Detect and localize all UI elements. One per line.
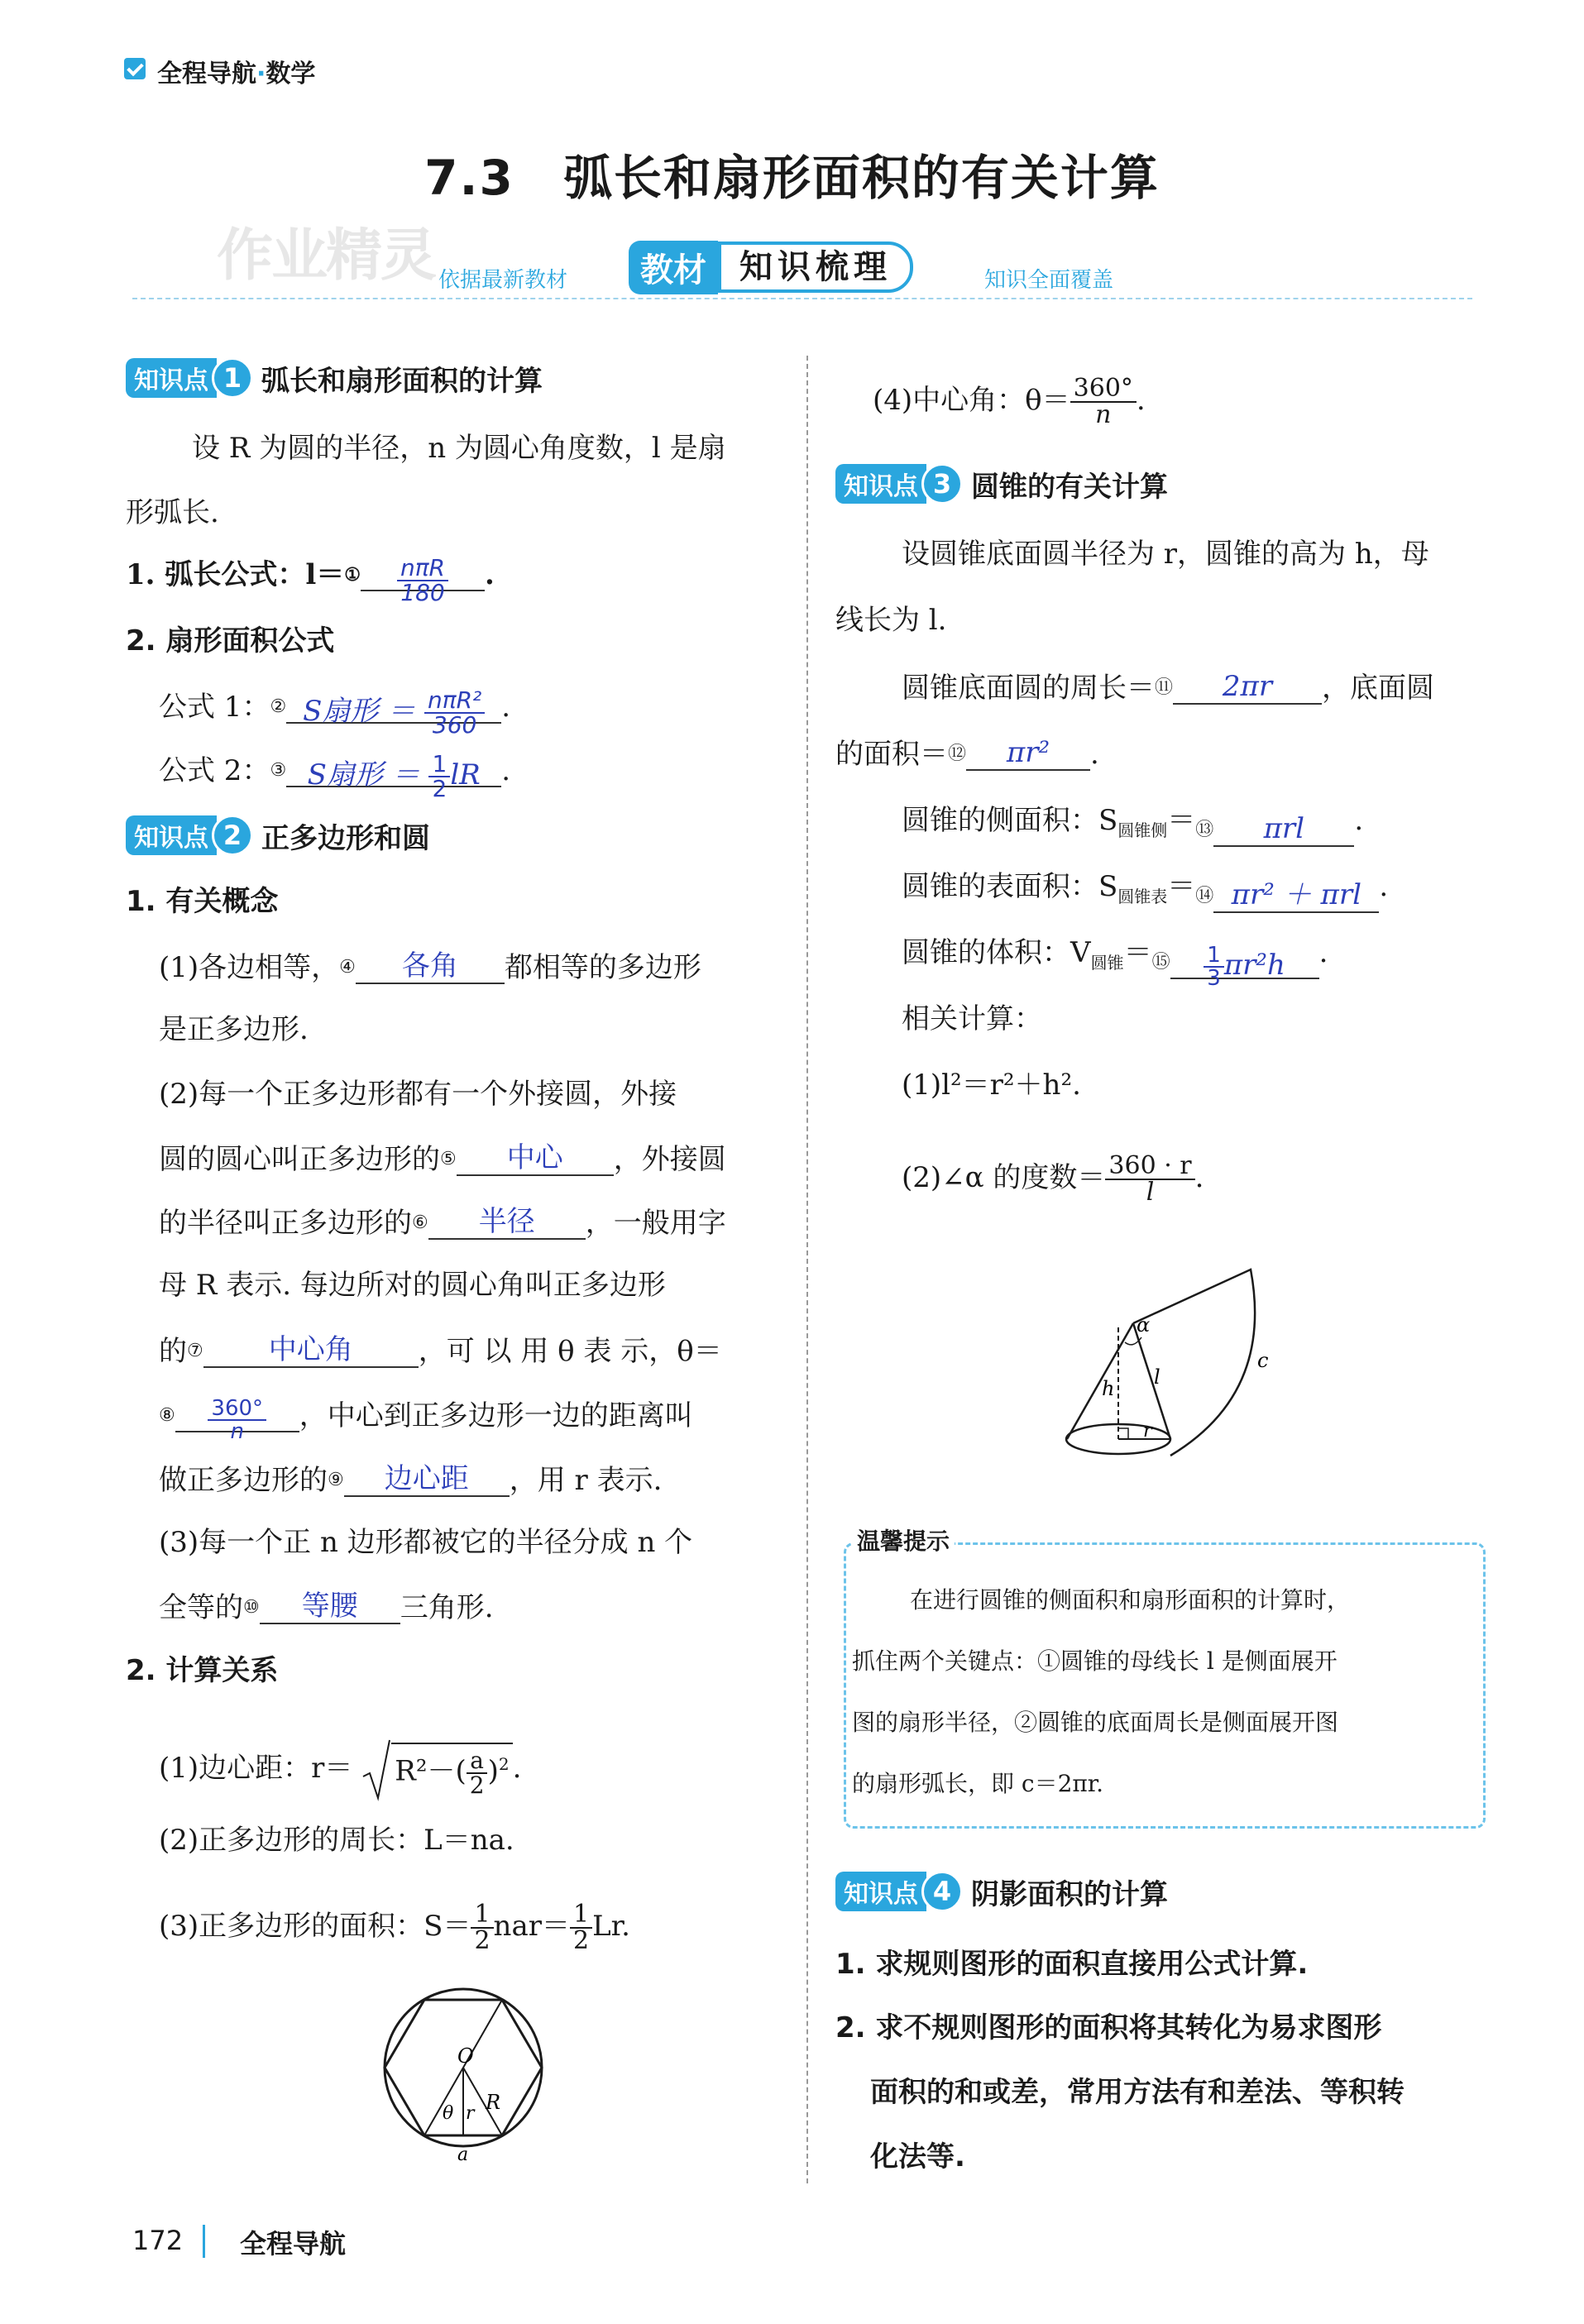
- shadow-3: 面积的和或差，常用方法有和差法、等积转: [870, 2076, 1405, 2109]
- section-badge: 教材 知识梳理: [629, 241, 913, 293]
- concept-3-line-2: 全等的⑩ 等腰 三角形.: [159, 1590, 494, 1624]
- sqrt-icon: [361, 1737, 391, 1803]
- central-angle-formula: (4)中心角：θ＝ $\frac{360^\circ}{n}$ .: [873, 374, 1146, 429]
- shadow-2: 2. 求不规则图形的面积将其转化为易求图形: [835, 2011, 1382, 2044]
- cone-surface-area: 圆锥的表面积：$S_{圆锥表}=⑭$ πr² ＋ πrl .: [902, 870, 1389, 911]
- concept-1-line-2: 是正多边形.: [159, 1013, 309, 1046]
- label-h: h: [1102, 1377, 1115, 1400]
- concepts-heading: 1. 有关概念: [126, 885, 279, 918]
- kp1-intro-2: 形弧长.: [126, 496, 219, 529]
- sector-area-heading: 2. 扇形面积公式: [126, 624, 335, 658]
- label-theta: θ: [443, 2103, 454, 2124]
- arc-length-formula: 1. 弧长公式：l＝① $\frac{\text{nπR}}{180}$ .: [126, 554, 495, 606]
- watermark: 作业精灵: [217, 223, 436, 289]
- label-l: l: [1154, 1365, 1160, 1389]
- concept-2-line-5: 的⑦ 中心角 ，可 以 用 θ 表 示，θ＝: [159, 1333, 722, 1368]
- label-a: a: [457, 2145, 469, 2165]
- relation-area: (3)正多边形的面积：S＝ $\frac{1}{2}$ nar＝ $\frac{1}{2}$ Lr.: [159, 1900, 630, 1955]
- cone-circumference: 圆锥底面圆的周长＝⑪ 2πr ，底面圆: [902, 670, 1435, 705]
- shadow-4: 化法等.: [870, 2140, 965, 2173]
- label-r: r: [1143, 1421, 1152, 1442]
- concept-1-line-1: (1)各边相等，④ 各角 都相等的多边形: [159, 949, 701, 984]
- concept-2-line-3: 的半径叫正多边形的⑥ 半径 ，一般用字: [159, 1205, 726, 1240]
- page-number: 172: [132, 2225, 184, 2256]
- page-title: 7.3 弧长和扇形面积的有关计算: [424, 150, 1160, 206]
- tip-label: 温馨提示: [852, 1523, 955, 1557]
- related-2: (2)∠α 的度数＝ $\frac{360 \cdot r}{l}$ .: [902, 1151, 1204, 1207]
- relation-perimeter: (2)正多边形的周长：L＝na.: [159, 1824, 514, 1857]
- label-alpha: α: [1137, 1313, 1151, 1337]
- concept-2-line-1: (2)每一个正多边形都有一个外接圆，外接: [159, 1078, 677, 1111]
- concept-2-line-4: 母 R 表示. 每边所对的圆心角叫正多边形: [159, 1269, 666, 1302]
- label-O: O: [457, 2044, 474, 2068]
- concept-3-line-1: (3)每一个正 n 边形都被它的半径分成 n 个: [159, 1526, 693, 1559]
- concept-2-line-7: 做正多边形的⑨ 边心距 ，用 r 表示.: [159, 1462, 663, 1497]
- shadow-1: 1. 求规则图形的面积直接用公式计算.: [835, 1948, 1309, 1981]
- label-r: r: [466, 2103, 475, 2124]
- cone-intro-1: 设圆锥底面圆半径为 r，圆锥的高为 h，母: [902, 538, 1429, 571]
- kp2-heading: 知识点 2 正多边形和圆: [126, 815, 430, 856]
- divider: [132, 298, 1472, 299]
- label-c: c: [1257, 1349, 1269, 1372]
- footer-separator: [203, 2225, 205, 2258]
- relation-apothem: (1)边心距：r＝ R²－( $\frac{a}{2}$ )$^2$ .: [159, 1737, 521, 1803]
- tip-text: 在进行圆锥的侧面积和扇形面积的计算时， 抓住两个关键点：①圆锥的母线长 l 是侧面展开 图的扇形半径，②圆锥的底面周长是侧面展开图 的扇形弧长，即 c＝2πr.: [852, 1586, 1351, 1797]
- sector-formula-1: 公式 1：② S扇形 ＝ $\frac{\text{nπR²}}{360}$ .: [159, 686, 510, 739]
- kp1-intro-1: 设 R 为圆的半径，n 为圆心角度数，l 是扇: [192, 432, 726, 465]
- cone-lateral-area: 圆锥的侧面积：$S_{圆锥侧}=⑬$ πrl .: [902, 804, 1364, 845]
- footer-brand: 全程导航: [240, 2228, 347, 2259]
- kp4-heading: 知识点 4 阴影面积的计算: [835, 1871, 1168, 1912]
- cone-base-area: 的面积＝⑫ πr² .: [835, 736, 1099, 771]
- banner-left: 依据最新教材: [438, 268, 568, 293]
- concept-2-line-6: ⑧ $\frac{360^\circ}{n}$ ，中心到正多边形一边的距离叫: [159, 1396, 693, 1444]
- sector-formula-2: 公式 2：③ S扇形 ＝ $\frac{1}{2}$ lR .: [159, 750, 510, 802]
- related-1: (1)l²＝r²＋h².: [902, 1069, 1081, 1102]
- check-icon: [124, 58, 146, 79]
- column-divider: [806, 356, 808, 2183]
- running-header: 全程导航·数学: [157, 60, 316, 88]
- concept-2-line-2: 圆的圆心叫正多边形的⑤ 中心 ，外接圆: [159, 1141, 726, 1176]
- relations-heading: 2. 计算关系: [126, 1654, 279, 1687]
- cone-intro-2: 线长为 l.: [835, 604, 947, 637]
- kp3-heading: 知识点 3 圆锥的有关计算: [835, 463, 1168, 504]
- banner-right: 知识全面覆盖: [984, 268, 1114, 293]
- hexagon-figure: [376, 1977, 550, 2167]
- cone-volume: 圆锥的体积：$V_{圆锥}=⑮$ $\frac{1}{3}$ πr²h .: [902, 936, 1328, 991]
- kp1-heading: 知识点 1 弧长和扇形面积的计算: [126, 357, 543, 399]
- label-R: R: [486, 2091, 501, 2114]
- related-heading: 相关计算：: [902, 1002, 1042, 1035]
- cone-figure: [1050, 1245, 1290, 1468]
